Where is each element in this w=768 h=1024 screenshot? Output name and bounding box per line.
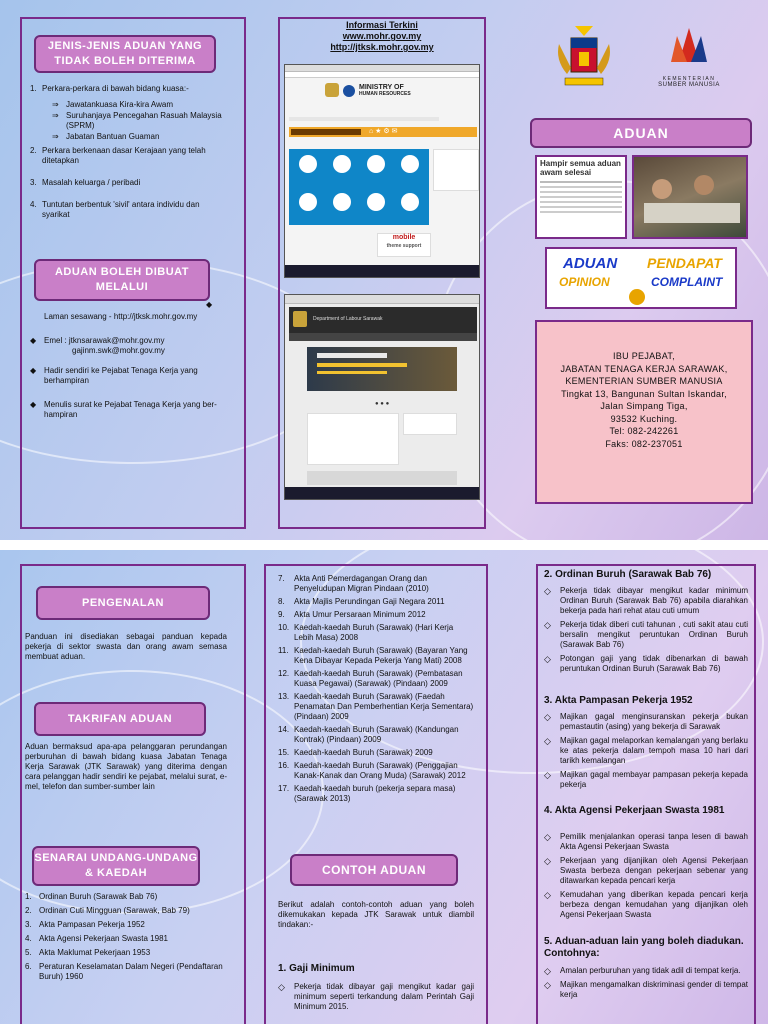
takrifan-text: Aduan bermaksud apa-apa pelanggaran perundangan perburuhan di bawah bidang kuasa Jabatan Tenaga Kerja Sarawak (JTK Sarawak) yang diterima dengan cara pelanggan hadir sendiri ke pejabat, melalui surat, e-mel, telefon dan sumber-sumber lain (25, 742, 227, 791)
sub-item: Suruhanjaya Pencegahan Rasuah Malaysia (SPRM) (66, 111, 222, 130)
via-letter: Menulis surat ke Pejabat Tenaga Kerja yang ber-hampiran (44, 400, 217, 419)
law-item: 6. Peraturan Keselamatan Dalam Negeri (Pendaftaran Buruh) 1960 (25, 962, 223, 981)
logo-icon (343, 85, 355, 97)
sub-item: Jabatan Bantuan Guaman (66, 132, 160, 141)
banner-opinion: OPINION (559, 275, 610, 289)
item-4-text: Tuntutan berbentuk 'sivil' antara individu dan syarikat (42, 200, 200, 219)
law-text: Kaedah-kaedah Buruh (Sarawak) (Penggajian Kanak-Kanak dan Orang Muda) (Sarawak) 2012 (294, 761, 466, 780)
section-3-list (544, 712, 748, 794)
law-text: Peraturan Keselamatan Dalam Negeri (Pendaftaran Buruh) 1960 (39, 962, 223, 981)
via-email-1: Emel : jtknsarawak@mohr.gov.my (44, 336, 165, 345)
ministry-line-1: MINISTRY OF (359, 84, 404, 91)
complaint-item: ◇ Pemilik menjalankan operasi tanpa lesen di bawah Akta Agensi Pekerjaan Swasta (544, 832, 748, 851)
gaji-minimum-heading: 1. Gaji Minimum (278, 963, 355, 974)
heading-aduan-melalui: ADUAN BOLEH DIBUAT MELALUI (34, 259, 210, 301)
sub-item: Jawatankuasa Kira-kira Awam (66, 100, 174, 109)
complaint-text: Majikan mengamalkan diskriminasi gender di tempat kerja (560, 980, 748, 999)
law-text: Kaedah-kaedah Buruh (Sarawak) (Hari Kerja Lebih Masa) 2008 (294, 623, 454, 642)
complaint-item: ◇ Majikan gagal melaporkan kemalangan yang berlaku ke atas pekerja dalam tempoh masa 10 hari dari tarikh kemalangan (544, 736, 748, 765)
complaint-item: ◇ Potongan gaji yang tidak dibenarkan di bawah peruntukan Ordinan Buruh (Sarawak Bab 76) (544, 654, 748, 673)
item-2-text: Perkara berkenaan dasar Kerajaan yang telah ditetapkan (42, 146, 206, 165)
law-text: Kaedah-kaedah Buruh (Sarawak) 2009 (294, 748, 433, 757)
ministry-logo-text (359, 84, 411, 98)
section-4-list (544, 832, 748, 924)
via-in-person: Hadir sendiri ke Pejabat Tenaga Kerja yang berhampiran (44, 366, 198, 385)
url-mohr[interactable]: www.mohr.gov.my (342, 31, 422, 41)
law-item: 5. Akta Maklumat Pekerjaan 1953 (25, 948, 151, 957)
kementerian-text (650, 76, 728, 88)
taskbar (285, 487, 480, 499)
taskbar (285, 265, 480, 277)
tidak-diterima-list: 1. Perkara-perkara di bawah bidang kuasa:- ⇒ Jawatankuasa Kira-kira Awam ⇒ Suruhanjaya Pencegahan Rasuah Malaysia (SPRM) ⇒ Jabatan Bantuan Guaman 2. Perkara berkenaan dasar Kerajaan yang telah ditetapkan 3. Masalah keluarga / peribadi 4. Tuntutan berbentuk 'sivil' antara individu dan syarikat (30, 84, 222, 219)
law-text: Akta Anti Pemerdagangan Orang dan Penyeludupan Migran Pindaan (2010) (294, 574, 429, 593)
coat-of-arms-icon (553, 24, 615, 94)
mohr-website-screenshot (284, 64, 480, 278)
law-item: 2. Ordinan Cuti Mingguan (Sarawak, Bab 79) (25, 906, 190, 915)
complaint-text: Amalan perburuhan yang tidak adil di tempat kerja. (560, 966, 741, 975)
address-line: Jalan Simpang Tiga, (600, 401, 688, 411)
services-grid (289, 149, 429, 225)
theme-support-text: theme support (386, 243, 422, 249)
brochure-inner-side (0, 550, 768, 1024)
law-text: Kaedah-kaedah Buruh (Sarawak) (Kandungan Kontrak) (Pindaan) 2009 (294, 725, 459, 744)
complaint-text: Potongan gaji yang tidak dibenarkan di bawah peruntukan Ordinan Buruh (Sarawak Bab 76) (560, 654, 748, 673)
stray-bullet: ◆ (206, 300, 213, 309)
url-jtksk[interactable]: http://jtksk.mohr.gov.my (330, 42, 434, 52)
gaji-minimum-list (278, 982, 474, 1016)
kementerian-line-2: SUMBER MANUSIA (658, 82, 720, 88)
hero-banner (307, 347, 457, 391)
jtk-heading: Department of Labour Sarawak (313, 316, 383, 322)
complaint-item: ◇ Pekerjaan yang dijanjikan oleh Agensi Pekerjaan Swasta berbeza dengan pekerjaan sebenar yang ditawarkan kepada pencari kerja (544, 856, 748, 885)
banner-complaint: COMPLAINT (651, 275, 723, 289)
law-item: 4. Akta Agensi Pekerjaan Swasta 1981 (25, 934, 168, 943)
aduan-pendapat-banner (545, 247, 737, 309)
via-email-2: gajinm.swk@mohr.gov.my (72, 346, 165, 355)
kementerian-line-1: KEMENTERIAN (662, 76, 716, 82)
law-item: 13. Kaedah-kaedah Buruh (Sarawak) (Faedah Penamatan Dan Pemberhentian Kerja Sementara) (Pindaan) 2009 (278, 692, 474, 721)
complaint-text: Pekerja tidak diberi cuti tahunan , cuti sakit atau cuti bersalin mengikut peruntukan Ordinan Buruh (Sarawak Bab 76) (560, 620, 748, 649)
complaint-text: Majikan gagal menginsuranskan pekerja bukan pemastautin (asing) yang bekerja di Sarawak (560, 712, 748, 731)
newspaper-clipping (535, 155, 627, 239)
heading-contoh-aduan: CONTOH ADUAN (290, 854, 458, 886)
address-box (535, 320, 753, 504)
nav-icons: ⌂ ★ ⚙ ✉ (369, 128, 398, 135)
complaint-text: Majikan gagal melaporkan kemalangan yang berlaku ke atas pekerja dalam tempoh masa 10 hari dari tarikh kemalangan (560, 736, 748, 765)
section-5-list (544, 966, 748, 1004)
law-text: Akta Pampasan Pekerja 1952 (39, 920, 145, 929)
address-line: IBU PEJABAT, (613, 351, 675, 361)
law-text: Ordinan Cuti Mingguan (Sarawak, Bab 79) (39, 906, 190, 915)
law-text: Akta Agensi Pekerjaan Swasta 1981 (39, 934, 168, 943)
section-2-list (544, 586, 748, 678)
address-phone: Tel: 082-242261 (609, 426, 679, 436)
kementerian-logo-icon (657, 22, 721, 72)
face-icon (629, 289, 645, 305)
complaint-item: ◇ Pekerja tidak diberi cuti tahunan , cuti sakit atau cuti bersalin mengikut peruntukan Ordinan Buruh (Sarawak Bab 76) (544, 620, 748, 649)
complaint-item: ◇ Kemudahan yang diberikan kepada pencari kerja berbeza dengan kemudahan yang dijanjikan oleh Agensi Pekerjaan Swasta (544, 890, 748, 919)
address-line: Tingkat 13, Bangunan Sultan Iskandar, (561, 388, 727, 399)
meeting-photo (632, 155, 748, 239)
law-text: Akta Umur Persaraan Minimum 2012 (294, 610, 426, 619)
news-headline: Hampir semua aduan awam selesai (540, 159, 621, 177)
item-1-text: Perkara-perkara di bawah bidang kuasa:- (42, 84, 189, 93)
law-item: 8. Akta Majlis Perundingan Gaji Negara 2011 (278, 597, 445, 606)
section-5-heading: 5. Aduan-aduan lain yang boleh diadukan. Contohnya: (544, 936, 744, 959)
heading-pengenalan: PENGENALAN (36, 586, 210, 620)
law-item: 15. Kaedah-kaedah Buruh (Sarawak) 2009 (278, 748, 433, 757)
crest-icon (325, 83, 339, 97)
law-item: 3. Akta Pampasan Pekerja 1952 (25, 920, 145, 929)
address-fax: Faks: 082-237051 (605, 438, 683, 449)
law-text: Ordinan Buruh (Sarawak Bab 76) (39, 892, 158, 901)
address-text (537, 350, 751, 450)
law-item: 11. Kaedah-kaedah Buruh (Sarawak) (Bayaran Yang Kena Dibayar Kepada Pekerja Yang Mati) 2008 (278, 646, 468, 665)
complaint-item: ◇ Pekerja tidak dibayar gaji mengikut kadar gaji minimum seperti terkandung dalam Perintah Gaji Minimum 2015. (278, 982, 474, 1011)
complaint-text: Pekerja tidak dibayar mengikut kadar minimum Ordinan Buruh (Sarawak Bab 76) apabila diarahkan bekerja pada hari rehat atau cuti umum (560, 586, 748, 615)
complaint-item: ◇ Majikan gagal membayar pampasan pekerja kepada pekerja (544, 770, 748, 789)
jtk-website-screenshot (284, 294, 480, 500)
slider-dots[interactable]: ● ● ● (375, 401, 390, 407)
law-text: Akta Majlis Perundingan Gaji Negara 2011 (294, 597, 445, 606)
law-item: 7. Akta Anti Pemerdagangan Orang dan Penyeludupan Migran Pindaan (2010) (278, 574, 429, 593)
info-title: Informasi Terkini (346, 20, 418, 30)
mobile-text: mobile (392, 234, 416, 241)
complaint-text: Majikan gagal membayar pampasan pekerja kepada pekerja (560, 770, 748, 789)
laws-list-middle (278, 574, 474, 806)
law-item: 9. Akta Umur Persaraan Minimum 2012 (278, 610, 426, 619)
banner-aduan: ADUAN (563, 255, 618, 272)
law-item: 12. Kaedah-kaedah Buruh (Sarawak) (Pembatasan Kuasa Pegawai) (Sarawak) (Pindaan) 2009 (278, 669, 463, 688)
complaint-item: ◇ Amalan perburuhan yang tidak adil di tempat kerja. (544, 966, 741, 976)
heading-senarai: SENARAI UNDANG-UNDANG & KAEDAH (32, 846, 200, 886)
law-item: 17. Kaedah-kaedah buruh (pekerja separa masa) (Sarawak 2013) (278, 784, 456, 803)
law-text: Kaedah-kaedah Buruh (Sarawak) (Faedah Penamatan Dan Pemberhentian Kerja Sementara) (Pindaan) 2009 (294, 692, 474, 721)
contoh-intro: Berikut adalah contoh-contoh aduan yang boleh dikemukakan kepada JTK Sarawak untuk diambil tindakan:- (278, 900, 474, 929)
law-item: 10. Kaedah-kaedah Buruh (Sarawak) (Hari Kerja Lebih Masa) 2008 (278, 623, 454, 642)
law-text: Kaedah-kaedah buruh (pekerja separa masa) (Sarawak 2013) (294, 784, 456, 803)
law-text: Akta Maklumat Pekerjaan 1953 (39, 948, 151, 957)
pengenalan-text: Panduan ini disediakan sebagai panduan kepada pekerja di sektor swasta dan orang awam semasa membuat aduan. (25, 632, 227, 661)
mobile-support-banner (377, 233, 431, 257)
crest-icon (293, 311, 307, 327)
aduan-title: ADUAN (530, 118, 752, 148)
nav-bar (289, 127, 477, 137)
heading-takrifan: TAKRIFAN ADUAN (34, 702, 206, 736)
aduan-melalui-list: Laman sesawang - http://jtksk.mohr.gov.my ◆ Emel : jtknsarawak@mohr.gov.my gajinm.swk@mohr.gov.my ◆ Hadir sendiri ke Pejabat Tenaga Kerja yang berhampiran ◆ Menulis surat ke Pejabat Tenaga Kerja yang ber-hampiran (30, 312, 217, 419)
via-website: Laman sesawang - http://jtksk.mohr.gov.my (44, 312, 198, 321)
address-line: JABATAN TENAGA KERJA SARAWAK, (560, 363, 728, 374)
address-line: KEMENTERIAN SUMBER MANUSIA (565, 376, 723, 386)
ministry-line-2: HUMAN RESOURCES (359, 91, 411, 97)
complaint-item: ◇ Majikan gagal menginsuranskan pekerja bukan pemastautin (asing) yang bekerja di Sarawak (544, 712, 748, 731)
section-3-heading: 3. Akta Pampasan Pekerja 1952 (544, 695, 693, 706)
law-item: 14. Kaedah-kaedah Buruh (Sarawak) (Kandungan Kontrak) (Pindaan) 2009 (278, 725, 459, 744)
banner-pendapat: PENDAPAT (647, 255, 722, 271)
complaint-text: Pekerjaan yang dijanjikan oleh Agensi Pekerjaan Swasta berbeza dengan pekerjaan sebenar yang ditawarkan kepada pencari kerja (560, 856, 748, 885)
complaint-item: ◇ Majikan mengamalkan diskriminasi gender di tempat kerja (544, 980, 748, 999)
section-4-heading: 4. Akta Agensi Pekerjaan Swasta 1981 (544, 805, 725, 816)
law-item: 1. Ordinan Buruh (Sarawak Bab 76) (25, 892, 158, 901)
complaint-text: Pekerja tidak dibayar gaji mengikut kadar gaji minimum seperti terkandung dalam Perintah Gaji Minimum 2015. (294, 982, 474, 1011)
address-line: 93532 Kuching. (610, 413, 678, 424)
page-separator (0, 540, 768, 550)
law-text: Kaedah-kaedah Buruh (Sarawak) (Pembatasan Kuasa Pegawai) (Sarawak) (Pindaan) 2009 (294, 669, 463, 688)
info-links (280, 20, 484, 53)
complaint-text: Pemilik menjalankan operasi tanpa lesen di bawah Akta Agensi Pekerjaan Swasta (560, 832, 748, 851)
complaint-item: ◇ Pekerja tidak dibayar mengikut kadar minimum Ordinan Buruh (Sarawak Bab 76) apabila diarahkan bekerja pada hari rehat atau cuti umum (544, 586, 748, 615)
heading-jenis-aduan: JENIS-JENIS ADUAN YANG TIDAK BOLEH DITERIMA (34, 35, 216, 73)
jtk-header (289, 307, 477, 333)
complaint-text: Kemudahan yang diberikan kepada pencari kerja berbeza dengan kemudahan yang dijanjikan oleh Agensi Pekerjaan Swasta (560, 890, 748, 919)
law-item: 16. Kaedah-kaedah Buruh (Sarawak) (Penggajian Kanak-Kanak dan Orang Muda) (Sarawak) 2012 (278, 761, 466, 780)
law-text: Kaedah-kaedah Buruh (Sarawak) (Bayaran Yang Kena Dibayar Kepada Pekerja Yang Mati) 2008 (294, 646, 468, 665)
laws-list-left (25, 892, 227, 984)
item-3-text: Masalah keluarga / peribadi (42, 178, 141, 187)
section-2-heading: 2. Ordinan Buruh (Sarawak Bab 76) (544, 569, 712, 580)
